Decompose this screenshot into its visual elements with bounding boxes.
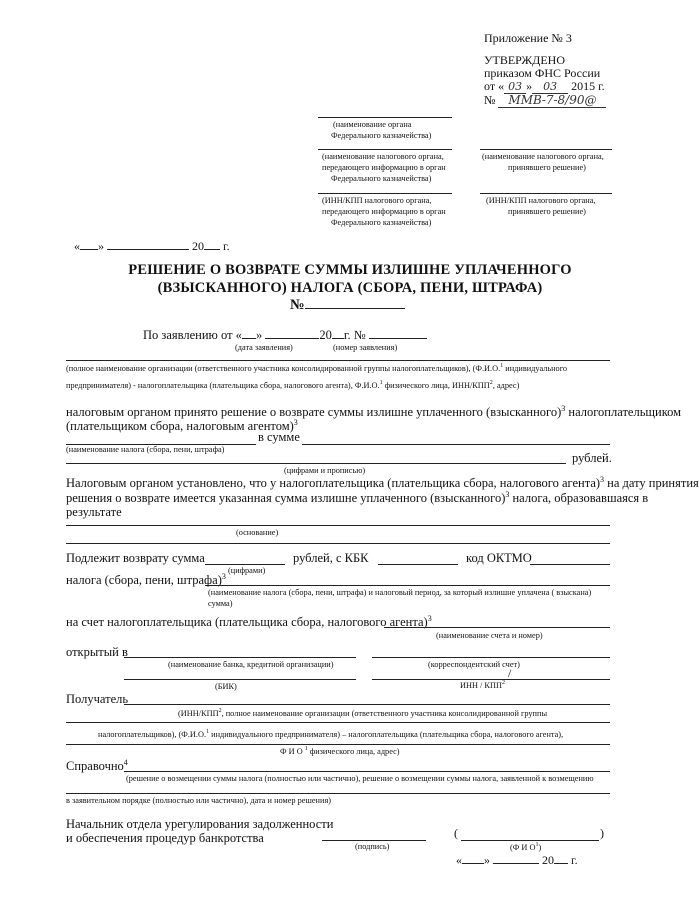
footnote-two: 2: [501, 680, 505, 686]
receiver-inn-caption-2: принявшего решение): [508, 207, 586, 216]
reference-line-2: [66, 793, 610, 794]
recipient-caption-1-text: (ИНН/КПП: [178, 708, 219, 718]
rubles-label: рублей.: [572, 451, 612, 465]
appendix-label: Приложение № 3: [484, 31, 572, 45]
receiver-inn-line: [480, 193, 612, 194]
receiver-name-caption-2: принявшего решение): [508, 163, 586, 172]
tax-period-caption-1: (наименование налога (сбора, пени, штрафа) и налоговый период, за который излишне уплачена ( взыскана): [208, 588, 592, 597]
sum-line-1: [302, 444, 610, 445]
treasury-caption-1: (наименование органа: [333, 120, 412, 129]
title-number-sign: №: [290, 297, 305, 313]
order-number: [484, 93, 606, 108]
decision-text-tail: налогоплательщиком: [568, 405, 682, 420]
sender-name-line: [318, 149, 452, 150]
bik-caption: (БИК): [215, 682, 237, 691]
date-year: 20: [192, 239, 204, 253]
reference-label: [66, 758, 128, 774]
sender-inn-caption-2: передающего информацию в орган: [322, 207, 446, 216]
in-sum-label: в сумме: [258, 430, 300, 444]
footnote-one: 1: [206, 729, 210, 735]
order-date-prefix: от «: [484, 79, 505, 93]
application-close: »: [255, 328, 263, 342]
recipient-line-3: [66, 744, 610, 745]
sum-line-2: [66, 463, 566, 464]
org-caption-1-tail: индивидуального: [505, 363, 568, 373]
footnote-three: 3: [600, 475, 605, 484]
oktmo-label: код ОКТМО: [466, 551, 532, 565]
footnote-one: 1: [379, 380, 383, 386]
title-line-2: (ВЗЫСКАННОГО) НАЛОГА (СБОРА, ПЕНИ, ШТРАФА): [157, 280, 543, 296]
rubles-kbk-label: рублей, с КБК: [293, 551, 369, 565]
application-date-caption: (дата заявления): [235, 343, 293, 352]
footer-date-year: 20: [542, 853, 554, 867]
corr-caption: (корреспондентский счет): [428, 660, 520, 669]
fio-open-paren: (: [454, 826, 458, 840]
date-close: »: [98, 239, 104, 253]
fio-caption-text: Ф И О: [280, 746, 303, 756]
date-suffix: г.: [223, 239, 230, 253]
fio-caption: [280, 746, 400, 756]
established-line-2: [66, 490, 648, 506]
footer-date-g: г.: [571, 853, 578, 867]
footer-date-close: »: [484, 853, 490, 867]
order-number-value: ММВ-7-8/90@: [498, 93, 606, 108]
org-caption-1: [66, 363, 567, 373]
recipient-line: [124, 704, 610, 705]
established-2-tail: налога, образовавшаяся в: [512, 491, 649, 506]
footnote-three: 3: [293, 418, 298, 427]
reference-label-text: Справочно: [66, 759, 124, 774]
application-number-caption: (номер заявления): [333, 343, 398, 352]
fio-footer-caption-text: (Ф И О: [510, 842, 536, 852]
order-date-month: 03: [532, 80, 568, 94]
decision-text-2-main: (плательщиком сбора, налоговым агентом): [66, 419, 294, 434]
treasury-caption-2: Федерального казначейства): [331, 131, 432, 140]
application-year: 20: [319, 328, 332, 342]
reference-caption-2: в заявительном порядке (полностью или частично), дата и номер решения): [66, 796, 332, 805]
application-g: г. №: [343, 328, 366, 342]
inn-kpp-caption-text: ИНН / КПП: [460, 680, 502, 690]
date-open: «: [74, 239, 80, 253]
receiver-name-line: [480, 149, 612, 150]
tax-period-caption-2: сумма): [208, 599, 233, 608]
account-label-text: на счет налогоплательщика (плательщика сбора, налогового агента): [66, 615, 428, 630]
sender-name-caption-3: Федерального казначейства): [331, 174, 432, 183]
recipient-label: Получатель: [66, 692, 129, 706]
org-caption-2: [66, 380, 519, 390]
sender-name-caption-1: (наименование налогового органа,: [322, 152, 444, 161]
order-date-day: 03: [504, 80, 526, 94]
recipient-caption-1-tail: , полное наименование организации (ответственного участника консолидированной группы: [221, 708, 548, 718]
receiver-name-caption-1: (наименование налогового органа,: [482, 152, 604, 161]
sender-inn-line: [318, 193, 452, 194]
tax-label: [66, 572, 226, 588]
established-line-1: [66, 475, 699, 491]
org-name-line: [66, 360, 610, 361]
slash: /: [508, 666, 512, 680]
receiver-inn-caption-1: (ИНН/КПП налогового органа,: [486, 196, 596, 205]
treasury-line: [318, 117, 452, 118]
recipient-caption-2-text: налогоплательщиков), (Ф.И.О.: [98, 729, 207, 739]
digits-words-caption: (цифрами и прописью): [284, 466, 366, 475]
footnote-one: 1: [304, 746, 308, 752]
basis-line: [66, 525, 610, 526]
signature-caption: (подпись): [355, 842, 390, 851]
footnote-three: 3: [505, 490, 510, 499]
title-line-1: РЕШЕНИЕ О ВОЗВРАТЕ СУММЫ ИЗЛИШНЕ УПЛАЧЕННОГО: [128, 262, 572, 278]
order-label: приказом ФНС России: [484, 66, 601, 80]
recipient-caption-1: [178, 708, 547, 718]
account-label: [66, 614, 432, 630]
oktmo-line: [530, 564, 610, 565]
kbk-line: [378, 564, 458, 565]
established-line-3: результате: [66, 505, 122, 519]
footer-date-open: «: [456, 853, 462, 867]
tax-label-text: налога (сбора, пени, штрафа): [66, 573, 222, 588]
corr-account-line: [372, 657, 610, 658]
sender-name-caption-2: передающего информацию в орган: [322, 163, 446, 172]
fio-footer-caption-tail: ): [538, 842, 542, 852]
account-caption: (наименование счета и номер): [436, 631, 543, 640]
basis-caption: (основание): [236, 528, 279, 537]
org-caption-2-mid: физического лица, ИНН/КПП: [384, 380, 490, 390]
reference-line: [124, 771, 610, 772]
order-date-year: 2015 г.: [571, 79, 605, 93]
recipient-caption-2-tail: индивидуального предпринимателя) – налогоплательщика (плательщика сбора, налогового агента),: [211, 729, 564, 739]
footer-date: [456, 853, 578, 868]
order-number-prefix: №: [484, 93, 496, 107]
fio-close-paren: ): [600, 826, 604, 840]
bik-line: [124, 679, 356, 680]
recipient-caption-2: [98, 729, 563, 739]
application-prefix: По заявлению от «: [143, 328, 242, 342]
chief-title-1: Начальник отдела урегулирования задолженности: [66, 817, 334, 831]
footnote-one: 1: [500, 363, 504, 369]
application-line: [143, 328, 427, 343]
footnote-three: 3: [427, 614, 432, 623]
inn-kpp-caption: [460, 680, 505, 690]
established-1-main: Налоговым органом установлено, что у налогоплательщика (плательщика сбора, налогового агента): [66, 476, 601, 491]
recipient-line-2: [66, 722, 610, 723]
order-date: [484, 79, 605, 94]
fio-footer-caption: [510, 842, 541, 852]
org-caption-2-text: предпринимателя) - налогоплательщика (плательщика сбора, налогового агента), Ф.И.О.: [66, 380, 380, 390]
established-1-tail: на дату принятия: [607, 476, 699, 491]
footnote-one: 1: [535, 842, 539, 848]
refund-sum-line: [205, 564, 285, 565]
footnote-three: 3: [221, 572, 226, 581]
signature-line: [322, 840, 426, 841]
decision-text-main: налоговым органом принято решение о возврате суммы излишне уплаченного (взысканного): [66, 405, 562, 420]
title-number: [290, 297, 405, 314]
tax-period-line: [205, 585, 610, 586]
org-caption-1-text: (полное наименование организации (ответственного участника консолидированной группы налогоплательщиков), (Ф.И.О.: [66, 363, 501, 373]
refund-sum-label: Подлежит возврату сумма: [66, 551, 205, 565]
footnote-four: 4: [123, 758, 128, 767]
digits-caption: (цифрами): [228, 566, 266, 575]
footnote-two: 2: [218, 708, 222, 714]
sender-inn-caption-3: Федерального казначейства): [331, 218, 432, 227]
org-caption-2-tail: , адрес): [492, 380, 520, 390]
sender-inn-caption-1: (ИНН/КПП налогового органа,: [322, 196, 432, 205]
approved-label: УТВЕРЖДЕНО: [484, 53, 566, 67]
chief-title-2: и обеспечения процедур банкротства: [66, 831, 264, 845]
reference-caption-1: (решение о возмещении суммы налога (полностью или частично), решение о возмещении суммы налога, заявленной к возмещению: [126, 774, 594, 783]
basis-line-2: [66, 543, 610, 544]
tax-name-caption: (наименование налога (сбора, пени, штрафа): [66, 445, 225, 454]
footnote-two: 2: [489, 380, 493, 386]
fio-line: [461, 840, 599, 841]
bank-caption: (наименование банка, кредитной организации): [168, 660, 334, 669]
established-2-main: решения о возврате имеется указанная сумма излишне уплаченного (взысканного): [66, 491, 506, 506]
order-date-mid: »: [526, 79, 533, 93]
opened-in-label: открытый в: [66, 645, 128, 659]
bank-line: [124, 657, 356, 658]
footnote-three: 3: [561, 404, 566, 413]
fio-caption-tail: физического лица, адрес): [309, 746, 400, 756]
account-line: [384, 627, 610, 628]
document-date: [74, 239, 230, 254]
